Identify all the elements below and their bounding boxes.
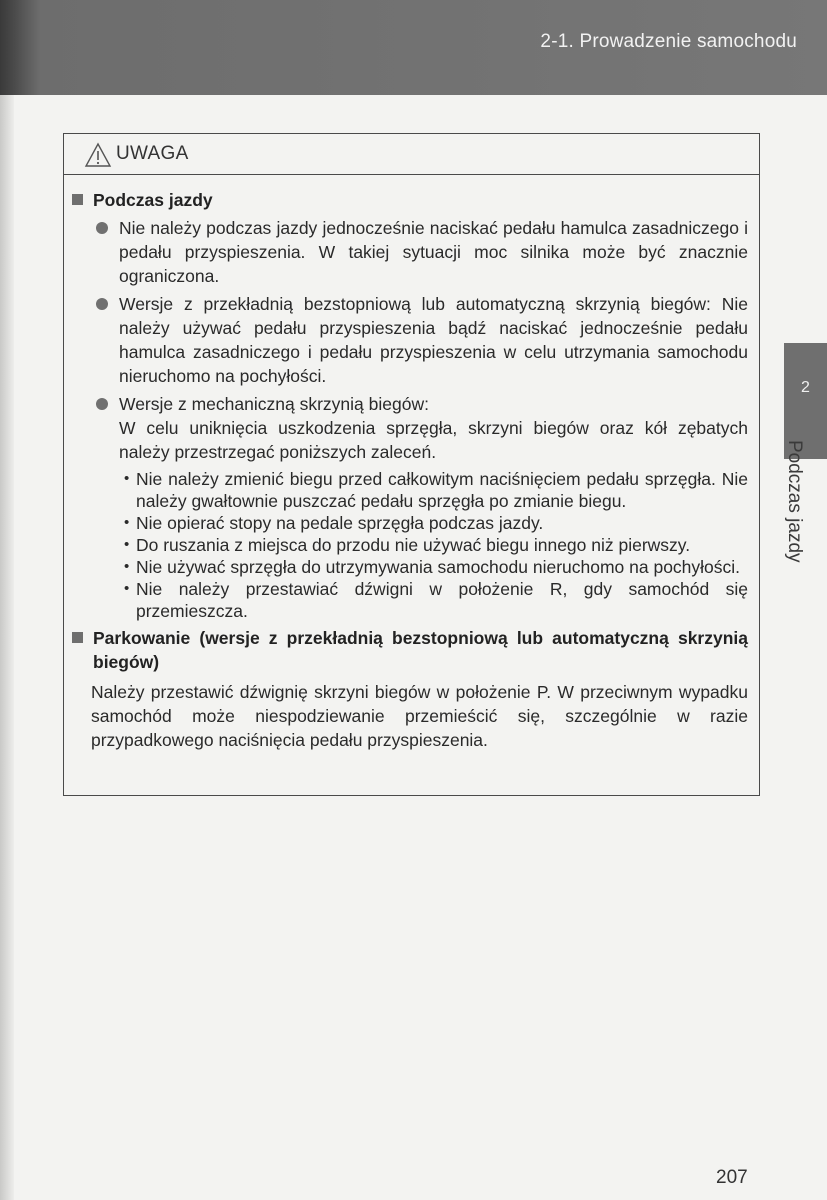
warning-title: UWAGA <box>116 143 189 164</box>
small-bullet-icon: • <box>124 536 130 553</box>
header-bar <box>0 0 827 95</box>
small-bullet-icon: • <box>124 558 130 575</box>
chapter-side-label-text: Podczas jazdy <box>784 440 805 563</box>
small-bullet-icon: • <box>124 580 130 597</box>
bullet-text: Wersje z mechaniczną skrzynią biegów: W celu uniknięcia uszkodzenia sprzęgła, skrzyni biegów oraz kół zębatych należy przestrzegać poniższych zaleceń. <box>119 394 748 462</box>
section-heading: Podczas jazdy <box>72 188 748 212</box>
section-heading: Parkowanie (wersje z przekładnią bezstopniową lub automatyczną skrzynią biegów) <box>72 626 748 674</box>
binding-shadow <box>0 95 14 1200</box>
sub-list-item: • Nie należy zmienić biegu przed całkowitym naciśnięciem pedału sprzęgła. Nie należy gwałtownie puszczać pedału sprzęgła po zmianie biegu. <box>124 469 748 511</box>
square-bullet-icon <box>72 194 83 205</box>
bullet-item: Wersje z przekładnią bezstopniową lub automatyczną skrzynią biegów: Nie należy używać pedału przyspieszenia bądź naciskać jednocześnie pedału hamulca zasadniczego i pedału przyspieszenia w celu utrzymania samochodu nieruchomo na pochyłości. <box>96 292 748 388</box>
bullet-item <box>96 392 748 464</box>
sub-list-item: • Nie opierać stopy na pedale sprzęgła podczas jazdy. <box>124 513 544 533</box>
small-bullet-icon: • <box>124 514 130 531</box>
round-bullet-icon <box>96 398 108 410</box>
warning-header <box>64 134 759 175</box>
square-bullet-icon <box>72 632 83 643</box>
warning-content <box>64 175 748 752</box>
bullet-item: Nie należy podczas jazdy jednocześnie naciskać pedału hamulca zasadniczego i pedału przyspieszenia. W takiej sytuacji moc silnika może być znacznie ograniczona. <box>96 216 748 288</box>
warning-triangle-icon <box>84 142 112 168</box>
warning-box <box>63 133 760 796</box>
sub-list-item: • Nie używać sprzęgła do utrzymywania samochodu nieruchomo na pochyłości. <box>124 557 741 577</box>
sub-list-item: • Nie należy przestawiać dźwigni w położenie R, gdy samochód się przemieszcza. <box>124 579 748 621</box>
page-number: 207 <box>716 1167 748 1188</box>
small-bullet-icon: • <box>124 470 130 487</box>
round-bullet-icon <box>96 298 108 310</box>
sub-list-item: • Do ruszania z miejsca do przodu nie używać biegu innego niż pierwszy. <box>124 535 691 555</box>
round-bullet-icon <box>96 222 108 234</box>
section-paragraph: Należy przestawić dźwignię skrzyni biegów w położenie P. W przeciwnym wypadku samochód może niespodziewanie przemieścić się, szczególnie w razie przypadkowego naciśnięcia pedału przyspieszenia. <box>91 682 748 750</box>
chapter-title: 2-1. Prowadzenie samochodu <box>540 31 797 52</box>
chapter-side-label <box>783 440 813 580</box>
chapter-number: 2 <box>801 379 810 396</box>
